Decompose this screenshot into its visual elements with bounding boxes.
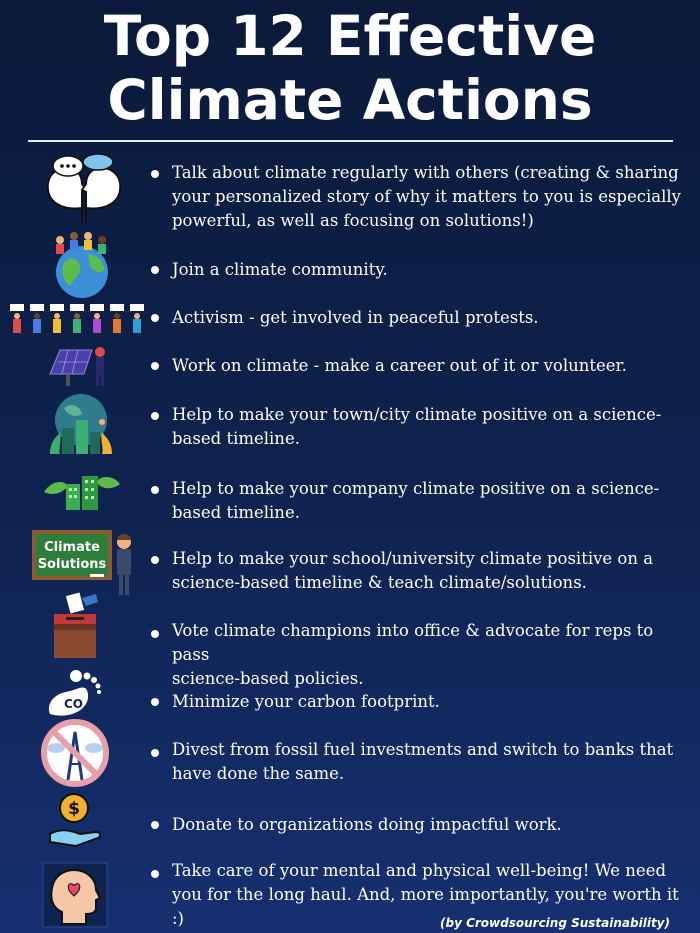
green-building-icon bbox=[42, 472, 122, 512]
board-text-line-1: Climate bbox=[44, 540, 100, 555]
action-text: Take care of your mental and physical well-being! We need you for the long haul. And, more importantly, you're worth it :) bbox=[172, 861, 679, 928]
chalkboard-teacher-icon bbox=[30, 528, 140, 600]
bullet-dot bbox=[151, 821, 159, 829]
action-text: Vote climate champions into office & advocate for reps to pass science-based policies. bbox=[172, 621, 654, 688]
bullet-dot bbox=[151, 698, 159, 706]
bullet-dot bbox=[151, 870, 159, 878]
bullet-dot bbox=[151, 486, 159, 494]
mental-health-head-icon bbox=[42, 862, 108, 928]
bullet-dot bbox=[151, 266, 159, 274]
action-text: Donate to organizations doing impactful work. bbox=[172, 815, 562, 834]
bullet-dot bbox=[151, 556, 159, 564]
co2-label: CO bbox=[64, 697, 84, 711]
action-text: Help to make your school/university climate positive on a science-based timeline & teach climate/solutions. bbox=[172, 549, 654, 592]
action-text: Help to make your company climate positive on a science- based timeline. bbox=[172, 479, 660, 522]
title-line-1: Top 12 Effective bbox=[103, 4, 597, 68]
action-text: Join a climate community. bbox=[172, 260, 388, 279]
bullet-dot bbox=[151, 170, 159, 178]
action-text: Minimize your carbon footprint. bbox=[172, 692, 440, 711]
action-text: Activism - get involved in peaceful protests. bbox=[172, 308, 539, 327]
credit-line: (by Crowdsourcing Sustainability) bbox=[440, 916, 670, 930]
bullet-dot bbox=[151, 314, 159, 322]
green-city-icon bbox=[44, 392, 118, 460]
ballot-box-icon bbox=[46, 592, 108, 662]
action-text: Help to make your town/city climate positive on a science- based timeline. bbox=[172, 405, 662, 448]
co2-footprint-icon bbox=[44, 668, 102, 720]
solar-worker-icon bbox=[46, 344, 114, 388]
action-text: Divest from fossil fuel investments and switch to banks that have done the same. bbox=[172, 740, 674, 783]
bullet-dot bbox=[151, 412, 159, 420]
page-title bbox=[0, 4, 700, 132]
action-text: Talk about climate regularly with others (creating & sharing your personalized story of why it matters to you is especially powerful, as well as focusing on solutions!) bbox=[172, 163, 681, 230]
protest-crowd-icon bbox=[8, 302, 152, 338]
talking-heads-icon bbox=[38, 154, 130, 228]
co2-subscript: 2 bbox=[83, 705, 89, 714]
title-line-2: Climate Actions bbox=[107, 68, 593, 132]
title-divider bbox=[28, 140, 673, 142]
community-globe-icon bbox=[44, 228, 120, 300]
dollar-sign: $ bbox=[68, 799, 80, 819]
no-oil-rig-icon bbox=[40, 718, 110, 788]
action-text: Work on climate - make a career out of it or volunteer. bbox=[172, 356, 627, 375]
bullet-dot bbox=[151, 749, 159, 757]
bullet-dot bbox=[151, 362, 159, 370]
board-text-line-2: Solutions bbox=[37, 557, 107, 572]
donate-coin-icon bbox=[46, 792, 104, 850]
bullet-dot bbox=[151, 630, 159, 638]
